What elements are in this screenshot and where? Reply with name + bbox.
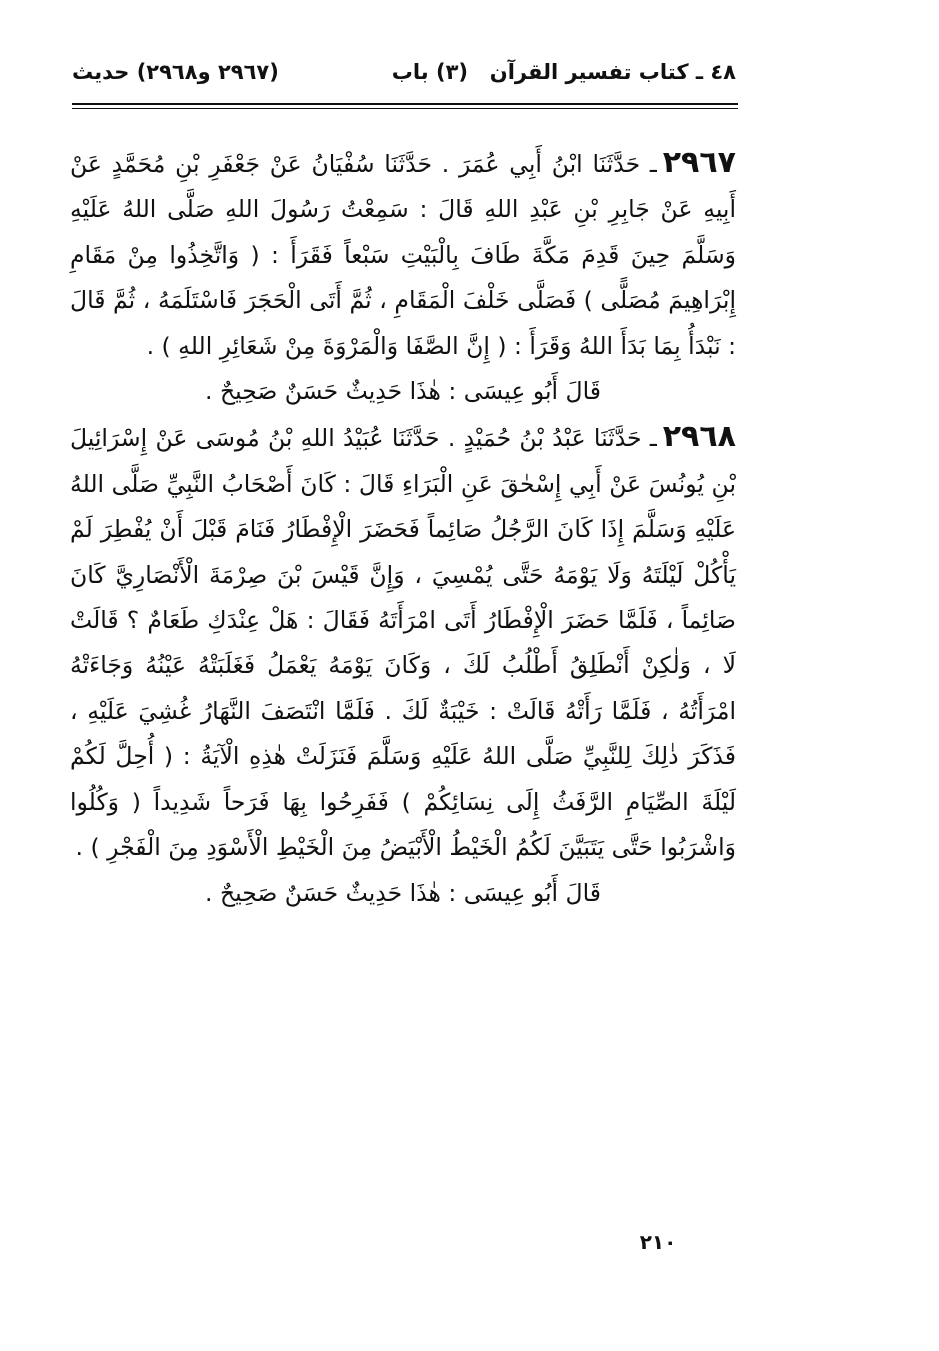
hadith-grading: قَالَ أَبُو عِيسَى : هٰذَا حَدِيثٌ حَسَنٌ صَحِيحٌ . (205, 377, 601, 406)
running-header (72, 52, 736, 94)
page-body (70, 140, 736, 916)
header-chapter: (٣) باب (391, 60, 468, 84)
hadith-number: ٢٩٦٨ (662, 419, 736, 455)
hadith-number: ٢٩٦٧ (662, 145, 736, 180)
hadith-paragraph (70, 414, 736, 870)
page-number: ٢١٠ (639, 1230, 677, 1254)
header-hadith-range: (٢٩٦٧ و٢٩٦٨) حديث (72, 60, 279, 84)
header-rule (72, 103, 738, 109)
hadith-text: ـ حَدَّثَنَا ابْنُ أَبِي عُمَرَ . حَدَّثَنَا سُفْيَانُ عَنْ جَعْفَرِ بْنِ مُحَمَّدٍ عَنْ أَبِيهِ عَنْ جَابِرِ بْنِ عَبْدِ اللهِ قَالَ : سَمِعْتُ رَسُولَ اللهِ صَلَّى اللهُ عَلَيْهِ وَسَلَّمَ حِينَ قَدِمَ مَكَّةَ طَافَ بِالْبَيْتِ سَبْعاً فَقَرَأَ : ( وَاتَّخِذُوا مِنْ مَقَامِ إِبْرَاهِيمَ مُصَلًّى ) فَصَلَّى خَلْفَ الْمَقَامِ ، ثُمَّ أَتَى الْحَجَرَ فَاسْتَلَمَهُ ، ثُمَّ قَالَ : نَبْدَأُ بِمَا بَدَأَ اللهُ وَقَرَأَ : ( إِنَّ الصَّفَا وَالْمَرْوَةَ مِنْ شَعَائِرِ اللهِ ) . (70, 150, 736, 360)
header-book-title: ٤٨ ـ كتاب تفسير القرآن (489, 60, 736, 84)
hadith-text: ـ حَدَّثَنَا عَبْدُ بْنُ حُمَيْدٍ . حَدَّثَنَا عُبَيْدُ اللهِ بْنُ مُوسَى عَنْ إِسْرَائِيلَ بْنِ يُونُسَ عَنْ أَبِي إِسْحٰقَ عَنِ الْبَرَاءِ قَالَ : كَانَ أَصْحَابُ النَّبِيِّ صَلَّى اللهُ عَلَيْهِ وَسَلَّمَ إِذَا كَانَ الرَّجُلُ صَائِماً فَحَضَرَ الْإِفْطَارُ فَنَامَ قَبْلَ أَنْ يُفْطِرَ لَمْ يَأْكُلْ لَيْلَتَهُ وَلَا يَوْمَهُ حَتَّى يُمْسِيَ ، وَإِنَّ قَيْسَ بْنَ صِرْمَةَ الْأَنْصَارِيَّ كَانَ صَائِماً ، فَلَمَّا حَضَرَ الْإِفْطَارُ أَتَى امْرَأَتَهُ فَقَالَ : هَلْ عِنْدَكِ طَعَامٌ ؟ قَالَتْ لَا ، وَلٰكِنْ أَنْطَلِقُ أَطْلُبُ لَكَ ، وَكَانَ يَوْمَهُ يَعْمَلُ فَغَلَبَتْهُ عَيْنُهُ وَجَاءَتْهُ امْرَأَتُهُ ، فَلَمَّا رَأَتْهُ قَالَتْ : خَيْبَةٌ لَكَ . فَلَمَّا انْتَصَفَ النَّهَارُ غُشِيَ عَلَيْهِ ، فَذَكَرَ ذٰلِكَ لِلنَّبِيِّ صَلَّى اللهُ عَلَيْهِ وَسَلَّمَ فَنَزَلَتْ هٰذِهِ الْآيَةُ : ( أُحِلَّ لَكُمْ لَيْلَةَ الصِّيَامِ الرَّفَثُ إِلَى نِسَائِكُمْ ) فَفَرِحُوا بِهَا فَرَحاً شَدِيداً ( وَكُلُوا وَاشْرَبُوا حَتَّى يَتَبَيَّنَ لَكُمُ الْخَيْطُ الْأَبْيَضُ مِنَ الْخَيْطِ الْأَسْوَدِ مِنَ الْفَجْرِ ) . (70, 424, 736, 862)
hadith-grading: قَالَ أَبُو عِيسَى : هٰذَا حَدِيثٌ حَسَنٌ صَحِيحٌ . (205, 878, 601, 907)
hadith-paragraph (70, 140, 736, 369)
